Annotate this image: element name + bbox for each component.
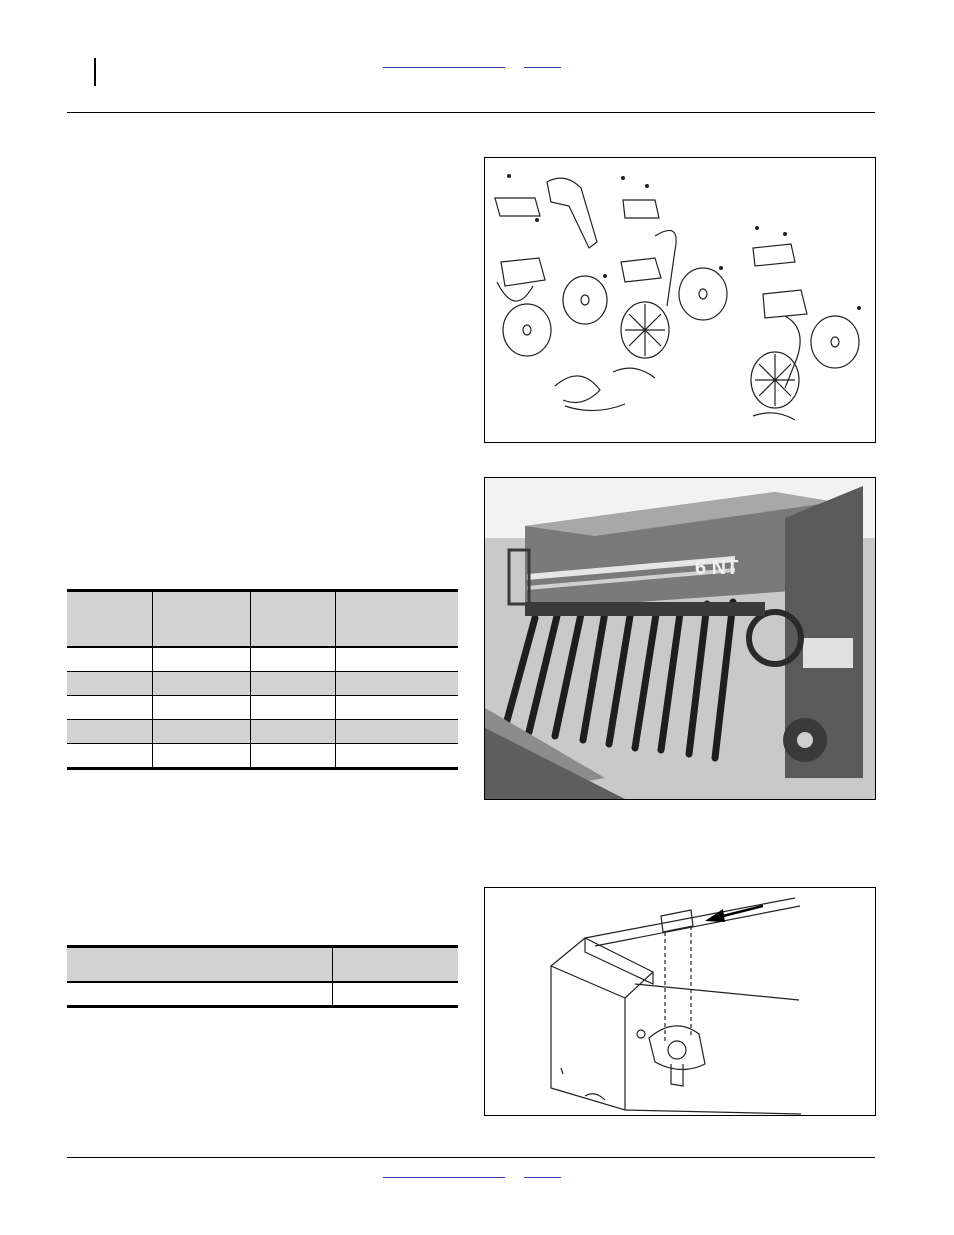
table-cell xyxy=(332,982,458,1007)
table-cell xyxy=(67,982,332,1007)
table-header-cell xyxy=(152,591,250,648)
table-cell xyxy=(250,672,335,696)
spec-table-1 xyxy=(67,589,458,770)
drill-photo-illustration xyxy=(485,478,875,799)
table-cell xyxy=(250,647,335,672)
table-header-cell xyxy=(67,947,332,983)
footer-rule xyxy=(67,1157,875,1158)
table-cell xyxy=(250,744,335,769)
drill-decal-text: 6 NT xyxy=(695,557,739,579)
table-cell xyxy=(335,744,458,769)
table-row xyxy=(67,720,458,744)
table-cell xyxy=(250,696,335,720)
exploded-parts-figure xyxy=(484,157,876,443)
footer-link-1[interactable] xyxy=(383,1177,505,1178)
table-cell xyxy=(335,696,458,720)
table-cell xyxy=(152,696,250,720)
table-cell xyxy=(67,696,152,720)
header-link-2[interactable] xyxy=(524,67,561,68)
footer-link-2[interactable] xyxy=(524,1177,561,1178)
exploded-parts-drawing xyxy=(485,158,875,442)
drill-photo-figure xyxy=(484,477,876,800)
table-cell xyxy=(152,744,250,769)
table-cell xyxy=(335,647,458,672)
header-rule xyxy=(67,112,875,113)
table-cell xyxy=(152,720,250,744)
table-header-row xyxy=(67,947,458,983)
table-cell xyxy=(152,647,250,672)
table-cell xyxy=(250,720,335,744)
table-row xyxy=(67,672,458,696)
table-header-cell xyxy=(250,591,335,648)
header-margin-bar xyxy=(94,58,96,86)
table-cell xyxy=(67,647,152,672)
table-header-row xyxy=(67,591,458,648)
table-cell xyxy=(67,672,152,696)
table-cell xyxy=(335,720,458,744)
table-cell xyxy=(67,720,152,744)
arrow-head-icon xyxy=(705,909,725,922)
spec-table-2 xyxy=(67,945,458,1008)
table-row xyxy=(67,744,458,769)
table-cell xyxy=(152,672,250,696)
table-header-cell xyxy=(332,947,458,983)
header-link-1[interactable] xyxy=(383,67,505,68)
table-header-cell xyxy=(67,591,152,648)
table-cell xyxy=(335,672,458,696)
box-diagram-drawing xyxy=(485,888,875,1115)
table-row xyxy=(67,696,458,720)
box-diagram-figure xyxy=(484,887,876,1116)
table-row xyxy=(67,647,458,672)
table-row xyxy=(67,982,458,1007)
table-cell xyxy=(67,744,152,769)
table-header-cell xyxy=(335,591,458,648)
